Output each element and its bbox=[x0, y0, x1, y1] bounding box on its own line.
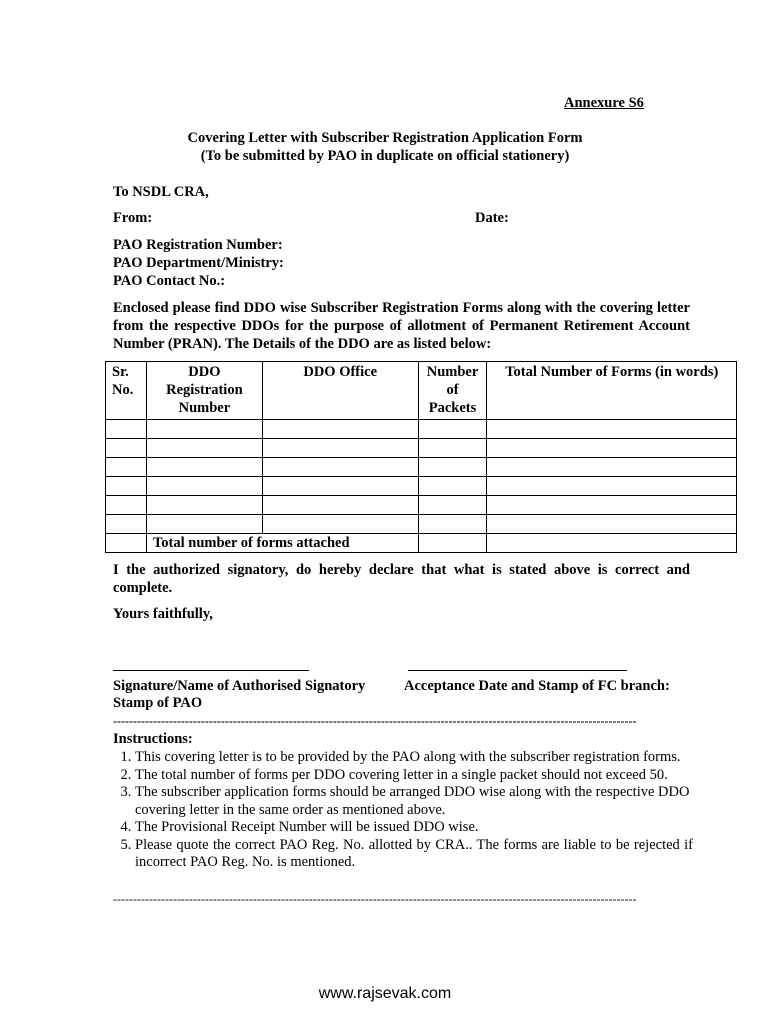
cell-sr[interactable] bbox=[106, 515, 147, 534]
header-ddo-line3: Number bbox=[178, 400, 231, 416]
cell-ddo-reg[interactable] bbox=[146, 420, 262, 439]
cell-ddo-office[interactable] bbox=[262, 515, 418, 534]
cell-total-forms[interactable] bbox=[487, 439, 737, 458]
cell-total-forms[interactable] bbox=[487, 420, 737, 439]
declaration-text: I the authorized signatory, do hereby declare that what is stated above is correct and complete. bbox=[113, 562, 690, 596]
table-row bbox=[106, 458, 737, 477]
header-ddo-line1: DDO bbox=[188, 364, 221, 380]
instructions-list bbox=[113, 749, 693, 872]
divider-top: ----------------------------------------------------------------------------------------------------------------------------------- bbox=[113, 714, 637, 728]
header-ddo-registration bbox=[146, 362, 262, 420]
instruction-item: 1. This covering letter is to be provided by the PAO along with the subscriber registration forms. bbox=[135, 749, 693, 767]
stamp-label: Stamp of PAO bbox=[113, 695, 203, 711]
signature-line-right bbox=[408, 670, 627, 671]
header-packets-line1: Number bbox=[426, 364, 479, 380]
cell-sr[interactable] bbox=[106, 420, 147, 439]
cell-packets[interactable] bbox=[418, 458, 487, 477]
instruction-item: 2. The total number of forms per DDO covering letter in a single packet should not exceed 50. bbox=[135, 767, 693, 785]
cell-sr[interactable] bbox=[106, 458, 147, 477]
cell-ddo-office[interactable] bbox=[262, 420, 418, 439]
table-total-row bbox=[106, 534, 737, 553]
header-number-of-packets bbox=[418, 362, 487, 420]
cell-ddo-reg[interactable] bbox=[146, 458, 262, 477]
instruction-item: 3. The subscriber application forms should be arranged DDO wise along with the respective DDO covering letter in the same order as mentioned above. bbox=[135, 784, 693, 819]
instruction-item: 5. Please quote the correct PAO Reg. No. allotted by CRA.. The forms are liable to be rejected if incorrect PAO Reg. No. is mentioned. bbox=[135, 837, 693, 872]
cell-ddo-office[interactable] bbox=[262, 439, 418, 458]
instructions-heading: Instructions: bbox=[113, 731, 193, 747]
cell-total-forms[interactable] bbox=[487, 477, 737, 496]
cell-packets[interactable] bbox=[418, 439, 487, 458]
table-row bbox=[106, 515, 737, 534]
table-header-row bbox=[106, 362, 737, 420]
header-packets-line2: of bbox=[446, 382, 459, 398]
header-ddo-line2: Registration bbox=[166, 382, 243, 398]
enclosed-paragraph: Enclosed please find DDO wise Subscriber Registration Forms along with the covering letter from the respective DDOs for the purpose of allotment of Permanent Retirement Account Number (PRAN). The Details of the DDO are as listed below: bbox=[113, 300, 690, 352]
pao-department-label: PAO Department/Ministry: bbox=[113, 255, 284, 271]
cell-total-forms[interactable] bbox=[487, 458, 737, 477]
annexure-label: Annexure S6 bbox=[564, 95, 644, 111]
yours-faithfully: Yours faithfully, bbox=[113, 606, 213, 622]
cell-sr[interactable] bbox=[106, 477, 147, 496]
cell-packets[interactable] bbox=[418, 477, 487, 496]
header-packets-line3: Packets bbox=[428, 400, 477, 416]
date-label: Date: bbox=[475, 210, 509, 226]
instruction-item: 4. The Provisional Receipt Number will be issued DDO wise. bbox=[135, 819, 693, 837]
cell-ddo-reg[interactable] bbox=[146, 496, 262, 515]
header-total-forms bbox=[487, 362, 737, 420]
cell-total-packets[interactable] bbox=[418, 534, 487, 553]
cell-ddo-office[interactable] bbox=[262, 458, 418, 477]
total-forms-label: Total number of forms attached bbox=[146, 534, 418, 553]
cell-packets[interactable] bbox=[418, 515, 487, 534]
cell-total-words[interactable] bbox=[487, 534, 737, 553]
cell-ddo-reg[interactable] bbox=[146, 515, 262, 534]
header-sr-line2: No. bbox=[112, 382, 134, 398]
cell-sr[interactable] bbox=[106, 496, 147, 515]
cell-total-sr[interactable] bbox=[106, 534, 147, 553]
table-row bbox=[106, 496, 737, 515]
document-title: Covering Letter with Subscriber Registration Application Form bbox=[187, 130, 583, 146]
signature-line-left bbox=[113, 670, 309, 671]
cell-ddo-office[interactable] bbox=[262, 496, 418, 515]
cell-ddo-office[interactable] bbox=[262, 477, 418, 496]
cell-total-forms[interactable] bbox=[487, 496, 737, 515]
table-row bbox=[106, 420, 737, 439]
ddo-table bbox=[105, 361, 737, 553]
cell-total-forms[interactable] bbox=[487, 515, 737, 534]
document-subtitle: (To be submitted by PAO in duplicate on official stationery) bbox=[200, 148, 570, 164]
pao-registration-label: PAO Registration Number: bbox=[113, 237, 283, 253]
header-sr-line1: Sr. bbox=[112, 364, 129, 380]
header-sr-no bbox=[106, 362, 147, 420]
header-ddo-office bbox=[262, 362, 418, 420]
cell-ddo-reg[interactable] bbox=[146, 439, 262, 458]
header-ddo-office-label: DDO Office bbox=[303, 364, 378, 380]
cell-sr[interactable] bbox=[106, 439, 147, 458]
cell-packets[interactable] bbox=[418, 420, 487, 439]
header-total-forms-label: Total Number of Forms (in words) bbox=[505, 364, 719, 380]
from-label: From: bbox=[113, 210, 153, 226]
addressee: To NSDL CRA, bbox=[113, 184, 209, 200]
cell-packets[interactable] bbox=[418, 496, 487, 515]
signature-label: Signature/Name of Authorised Signatory bbox=[113, 678, 366, 694]
divider-bottom: ----------------------------------------------------------------------------------------------------------------------------------- bbox=[113, 892, 637, 906]
table-row bbox=[106, 439, 737, 458]
cell-ddo-reg[interactable] bbox=[146, 477, 262, 496]
footer-website: www.rajsevak.com bbox=[318, 985, 452, 1002]
pao-contact-label: PAO Contact No.: bbox=[113, 273, 226, 289]
acceptance-label: Acceptance Date and Stamp of FC branch: bbox=[404, 678, 670, 694]
table-row bbox=[106, 477, 737, 496]
